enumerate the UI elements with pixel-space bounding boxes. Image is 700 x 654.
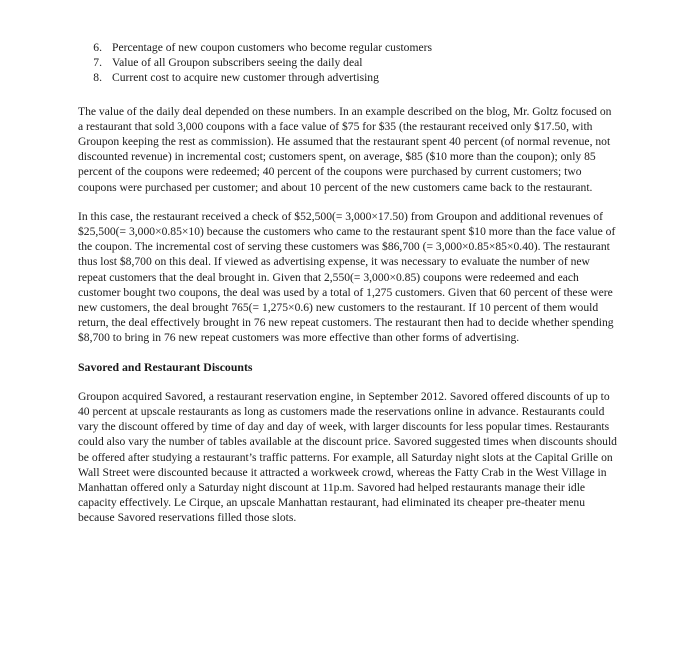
list-item-text: Percentage of new coupon customers who become regular customers xyxy=(112,41,433,54)
numbered-list xyxy=(78,40,618,86)
list-item-number: 8. xyxy=(93,71,102,85)
list-item xyxy=(78,40,618,55)
document-page xyxy=(78,40,618,540)
list-item-text: Current cost to acquire new customer through advertising xyxy=(112,71,379,85)
list-item xyxy=(78,70,618,85)
list-item-number: 6. xyxy=(93,41,102,54)
paragraph-example-calculation: In this case, the restaurant received a check of $52,500(= 3,000×17.50) from Groupon and additional revenues of $25,500(= 3,000×0.85×10) because the customers who came to the restaurant spent $10 more than the face value of the coupon. The incremental cost of serving these customers was $86,700 (= 3,000×0.85×85×0.40). The restaurant thus lost $8,700 on this deal. If viewed as advertising expense, it was necessary to evaluate the number of new repeat customers that the deal brought in. Given that 2,550(= 3,000×0.85) coupons were redeemed and each customer bought two coupons, the deal was used by a total of 1,275 customers. Given that 60 percent of these were new customers, the deal brought 765(= 1,275×0.6) new customers to the restaurant. If 10 percent of them would return, the deal effectively brought in 76 new repeat customers. The restaurant then had to decide whether spending $8,700 to bring in 76 new repeat customers was more effective than other forms of advertising. xyxy=(78,209,616,345)
paragraph-savored: Groupon acquired Savored, a restaurant reservation engine, in September 2012. Savored offered discounts of up to 40 percent at upscale restaurants as long as customers made the reservations online in advance. Restaurants could vary the discount offered by time of day and day of week, with larger discounts for less popular times. Restaurants could also vary the number of tables available at the discount price. Savored suggested times when discounts should be offered after studying a restaurant’s traffic patterns. For example, all Saturday night slots at the Capital Grille on Wall Street were discounted because it attracted a workweek crowd, whereas the Fatty Crab in the West Village in Manhattan offered only a Saturday night discount at 11p.m. Savored had helped restaurants manage their idle capacity effectively. Le Cirque, an upscale Manhattan restaurant, had eliminated its cheaper pre-theater menu because Savored reservations filled those slots. xyxy=(78,389,617,525)
list-item-text: Value of all Groupon subscribers seeing the daily deal xyxy=(112,56,363,70)
list-item xyxy=(78,55,618,70)
paragraph-deal-value: The value of the daily deal depended on these numbers. In an example described on the blog, Mr. Goltz focused on a restaurant that sold 3,000 coupons with a face value of $75 for $35 (the restaurant received only $17.50, with Groupon keeping the rest as commission). He assumed that the restaurant spent 40 percent (of normal revenue, not discounted revenue) in incremental cost; customers spent, on average, $85 ($10 more than the coupon); only 85 percent of the coupons were redeemed; 40 percent of the coupons were purchased by current customers; two coupons were purchased per customer; and about 10 percent of the new customers came back to the restaurant. xyxy=(78,104,612,194)
section-heading: Savored and Restaurant Discounts xyxy=(78,359,253,374)
list-item-number: 7. xyxy=(93,56,102,70)
